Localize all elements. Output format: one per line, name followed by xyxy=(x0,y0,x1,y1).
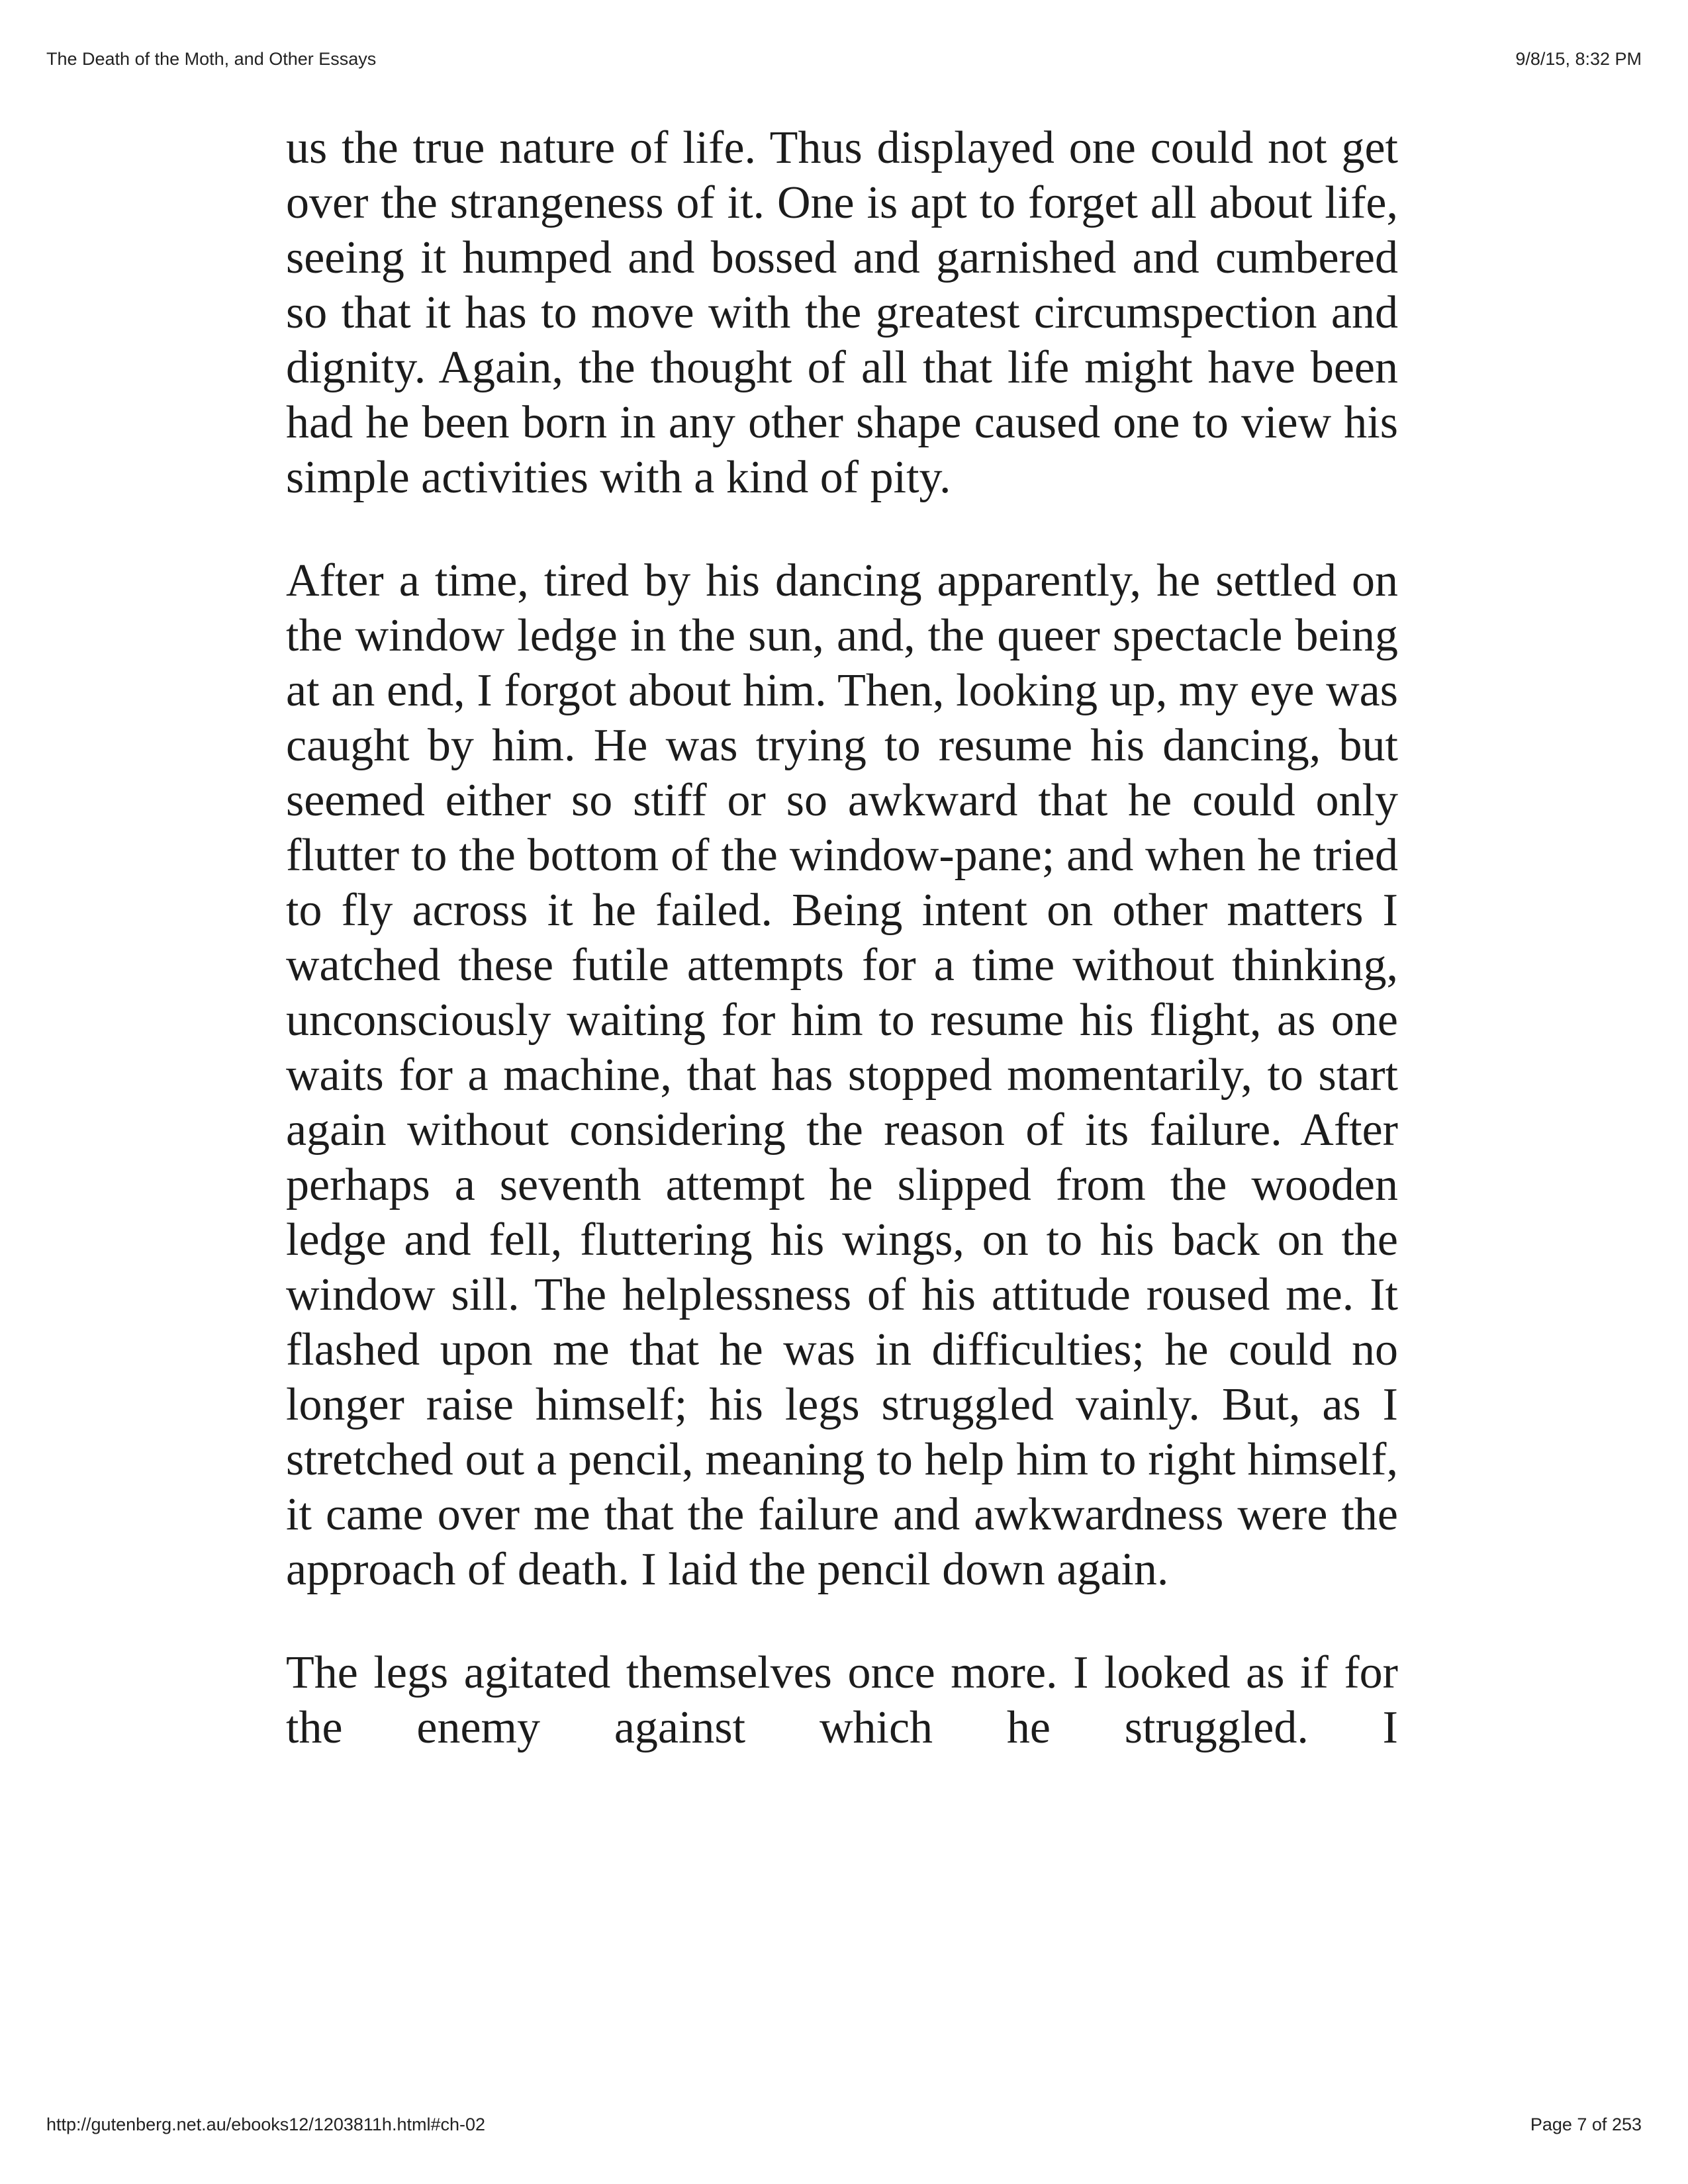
page-number: Page 7 of 253 xyxy=(1530,2115,1642,2134)
paragraph-2: After a time, tired by his dancing apparently, he settled on the window ledge in the sun, and, the queer spectacle being at an end, I forgot about him. Then, looking up, my eye was caught by him. He was trying to resume his dancing, but seemed either so stiff or so awkward that he could only flutter to the bottom of the window-pane; and when he tried to fly across it he failed. Being intent on other matters I watched these futile attempts for a time without thinking, unconsciously waiting for him to resume his flight, as one waits for a machine, that has stopped momentarily, to start again without considering the reason of its failure. After perhaps a seventh attempt he slipped from the wooden ledge and fell, fluttering his wings, on to his back on the window sill. The helplessness of his attitude roused me. It flashed upon me that he was in difficulties; he could no longer raise himself; his legs struggled vainly. But, as I stretched out a pencil, meaning to help him to right himself, it came over me that the failure and awkwardness were the approach of death. I laid the pencil down again. xyxy=(286,555,1398,1595)
source-url[interactable]: http://gutenberg.net.au/ebooks12/1203811h.html#ch-02 xyxy=(46,2115,486,2134)
print-datetime: 9/8/15, 8:32 PM xyxy=(1515,49,1642,69)
essay-text xyxy=(286,120,1398,1755)
paragraph-3: The legs agitated themselves once more. I looked as if for the enemy against which he struggled. I xyxy=(286,1647,1398,1753)
document-title: The Death of the Moth, and Other Essays xyxy=(46,49,377,69)
paragraph-1: us the true nature of life. Thus displayed one could not get over the strangeness of it. One is apt to forget all about life, seeing it humped and bossed and garnished and cumbered so that it has to move with the greatest circumspection and dignity. Again, the thought of all that life might have been had he been born in any other shape caused one to view his simple activities with a kind of pity. xyxy=(286,122,1398,503)
